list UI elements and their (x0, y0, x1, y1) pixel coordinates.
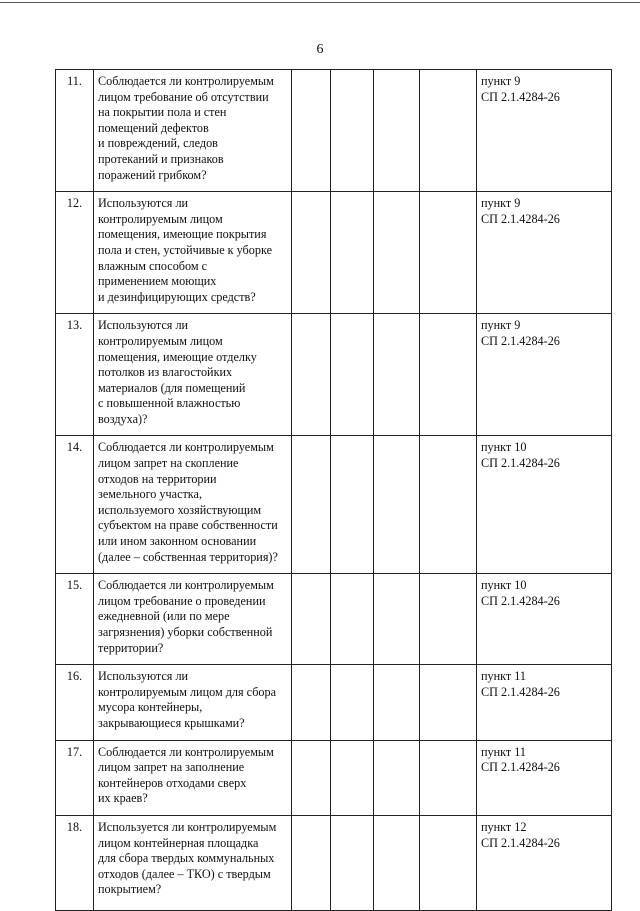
legal-reference (477, 815, 612, 910)
answer-cell-4[interactable] (420, 815, 477, 910)
question-line: на покрытии пола и стен (98, 105, 227, 120)
legal-reference (477, 665, 612, 740)
question-line: лицом требование об отсутствии (98, 89, 269, 104)
reference-line: пункт 11 (481, 669, 527, 684)
answer-cell-1[interactable] (292, 815, 331, 910)
question-line: их краев? (98, 791, 148, 806)
legal-reference (477, 192, 612, 314)
top-rule (0, 2, 640, 3)
answer-cell-3[interactable] (374, 314, 420, 436)
answer-cell-1[interactable] (292, 436, 331, 574)
question-line: ежедневной (или по мере (98, 609, 230, 624)
reference-line: пункт 9 (481, 196, 521, 211)
legal-reference (477, 574, 612, 665)
question-line: Используется ли контролируемым (98, 819, 277, 834)
question-line: поражений грибком? (98, 167, 207, 182)
question-line: закрывающиеся крышками? (98, 715, 245, 730)
question-line: контейнеров отходами сверх (98, 775, 247, 790)
answer-cell-2[interactable] (331, 70, 374, 192)
row-number: 18. (56, 815, 94, 910)
requirement-question (94, 436, 292, 574)
answer-cell-2[interactable] (331, 815, 374, 910)
legal-reference (477, 436, 612, 574)
answer-cell-1[interactable] (292, 574, 331, 665)
checklist-row (56, 815, 612, 910)
checklist-row (56, 436, 612, 574)
row-number: 13. (56, 314, 94, 436)
question-line: потолков из влагостойких (98, 365, 233, 380)
answer-cell-2[interactable] (331, 436, 374, 574)
reference-line: СП 2.1.4284-26 (481, 333, 560, 348)
checklist-row (56, 70, 612, 192)
question-line: Соблюдается ли контролируемым (98, 440, 274, 455)
question-line: отходов на территории (98, 471, 217, 486)
answer-cell-3[interactable] (374, 740, 420, 815)
requirement-question (94, 665, 292, 740)
question-line: с повышенной влажностью (98, 396, 241, 411)
requirement-question (94, 740, 292, 815)
answer-cell-4[interactable] (420, 740, 477, 815)
row-number: 16. (56, 665, 94, 740)
question-line: Соблюдается ли контролируемым (98, 744, 274, 759)
question-line: или ином законном основании (98, 534, 257, 549)
question-line: и дезинфицирующих средств? (98, 289, 256, 304)
question-line: Используются ли (98, 196, 189, 211)
reference-line: пункт 9 (481, 318, 521, 333)
answer-cell-2[interactable] (331, 314, 374, 436)
reference-line: СП 2.1.4284-26 (481, 456, 560, 471)
page-number: 6 (316, 42, 324, 57)
reference-line: пункт 12 (481, 819, 527, 834)
answer-cell-2[interactable] (331, 574, 374, 665)
question-line: Используются ли (98, 318, 189, 333)
requirement-question (94, 192, 292, 314)
reference-line: СП 2.1.4284-26 (481, 835, 560, 850)
question-line: лицом запрет на скопление (98, 456, 239, 471)
question-line: помещения, имеющие отделку (98, 349, 257, 364)
answer-cell-3[interactable] (374, 436, 420, 574)
question-line: субъектом на праве собственности (98, 518, 278, 533)
checklist-row (56, 665, 612, 740)
question-line: контролируемым лицом (98, 211, 223, 226)
checklist-row (56, 574, 612, 665)
question-line: лицом контейнерная площадка (98, 835, 259, 850)
checklist-table (55, 69, 612, 911)
legal-reference (477, 314, 612, 436)
question-line: контролируемым лицом для сбора (98, 684, 276, 699)
requirement-question (94, 574, 292, 665)
requirement-question (94, 314, 292, 436)
reference-line: СП 2.1.4284-26 (481, 684, 560, 699)
question-line: воздуха)? (98, 411, 148, 426)
question-line: земельного участка, (98, 487, 202, 502)
question-line: отходов (далее – ТКО) с твердым (98, 866, 271, 881)
answer-cell-2[interactable] (331, 192, 374, 314)
checklist-body (56, 70, 612, 911)
question-line: и повреждений, следов (98, 136, 218, 151)
answer-cell-1[interactable] (292, 740, 331, 815)
question-line: контролируемым лицом (98, 333, 223, 348)
answer-cell-1[interactable] (292, 665, 331, 740)
answer-cell-1[interactable] (292, 192, 331, 314)
row-number: 15. (56, 574, 94, 665)
reference-line: СП 2.1.4284-26 (481, 593, 560, 608)
legal-reference (477, 70, 612, 192)
answer-cell-2[interactable] (331, 740, 374, 815)
question-line: Соблюдается ли контролируемым (98, 578, 274, 593)
row-number: 14. (56, 436, 94, 574)
answer-cell-4[interactable] (420, 574, 477, 665)
question-line: покрытием? (98, 882, 162, 897)
question-line: используемого хозяйствующим (98, 502, 262, 517)
question-line: применением моющих (98, 274, 217, 289)
row-number: 17. (56, 740, 94, 815)
question-line: (далее – собственная территория)? (98, 549, 278, 564)
question-line: Используются ли (98, 669, 189, 684)
answer-cell-4[interactable] (420, 70, 477, 192)
question-line: для сбора твердых коммунальных (98, 851, 275, 866)
reference-line: СП 2.1.4284-26 (481, 89, 560, 104)
answer-cell-1[interactable] (292, 70, 331, 192)
question-line: пола и стен, устойчивые к уборке (98, 242, 272, 257)
answer-cell-3[interactable] (374, 665, 420, 740)
question-line: загрязнения) уборки собственной (98, 625, 273, 639)
answer-cell-3[interactable] (374, 815, 420, 910)
checklist-row (56, 314, 612, 436)
checklist-row (56, 740, 612, 815)
reference-line: пункт 11 (481, 744, 527, 759)
question-line: лицом требование о проведении (98, 593, 266, 608)
answer-cell-4[interactable] (420, 314, 477, 436)
reference-line: пункт 10 (481, 578, 527, 593)
checklist-row (56, 192, 612, 314)
question-line: Соблюдается ли контролируемым (98, 74, 274, 88)
answer-cell-3[interactable] (374, 192, 420, 314)
answer-cell-4[interactable] (420, 192, 477, 314)
answer-cell-1[interactable] (292, 314, 331, 436)
reference-line: пункт 10 (481, 440, 527, 455)
question-line: помещений дефектов (98, 120, 209, 135)
reference-line: СП 2.1.4284-26 (481, 760, 560, 775)
reference-line: СП 2.1.4284-26 (481, 211, 560, 226)
question-line: территории? (98, 640, 164, 655)
answer-cell-4[interactable] (420, 665, 477, 740)
reference-line: пункт 9 (481, 74, 521, 88)
answer-cell-2[interactable] (331, 665, 374, 740)
answer-cell-3[interactable] (374, 574, 420, 665)
row-number: 11. (56, 70, 94, 192)
question-line: материалов (для помещений (98, 380, 246, 395)
question-line: лицом запрет на заполнение (98, 760, 245, 775)
answer-cell-4[interactable] (420, 436, 477, 574)
legal-reference (477, 740, 612, 815)
row-number: 12. (56, 192, 94, 314)
requirement-question (94, 815, 292, 910)
requirement-question (94, 70, 292, 192)
question-line: помещения, имеющие покрытия (98, 227, 267, 242)
question-line: влажным способом с (98, 258, 208, 273)
question-line: мусора контейнеры, (98, 700, 203, 715)
answer-cell-3[interactable] (374, 70, 420, 192)
question-line: протеканий и признаков (98, 151, 224, 166)
